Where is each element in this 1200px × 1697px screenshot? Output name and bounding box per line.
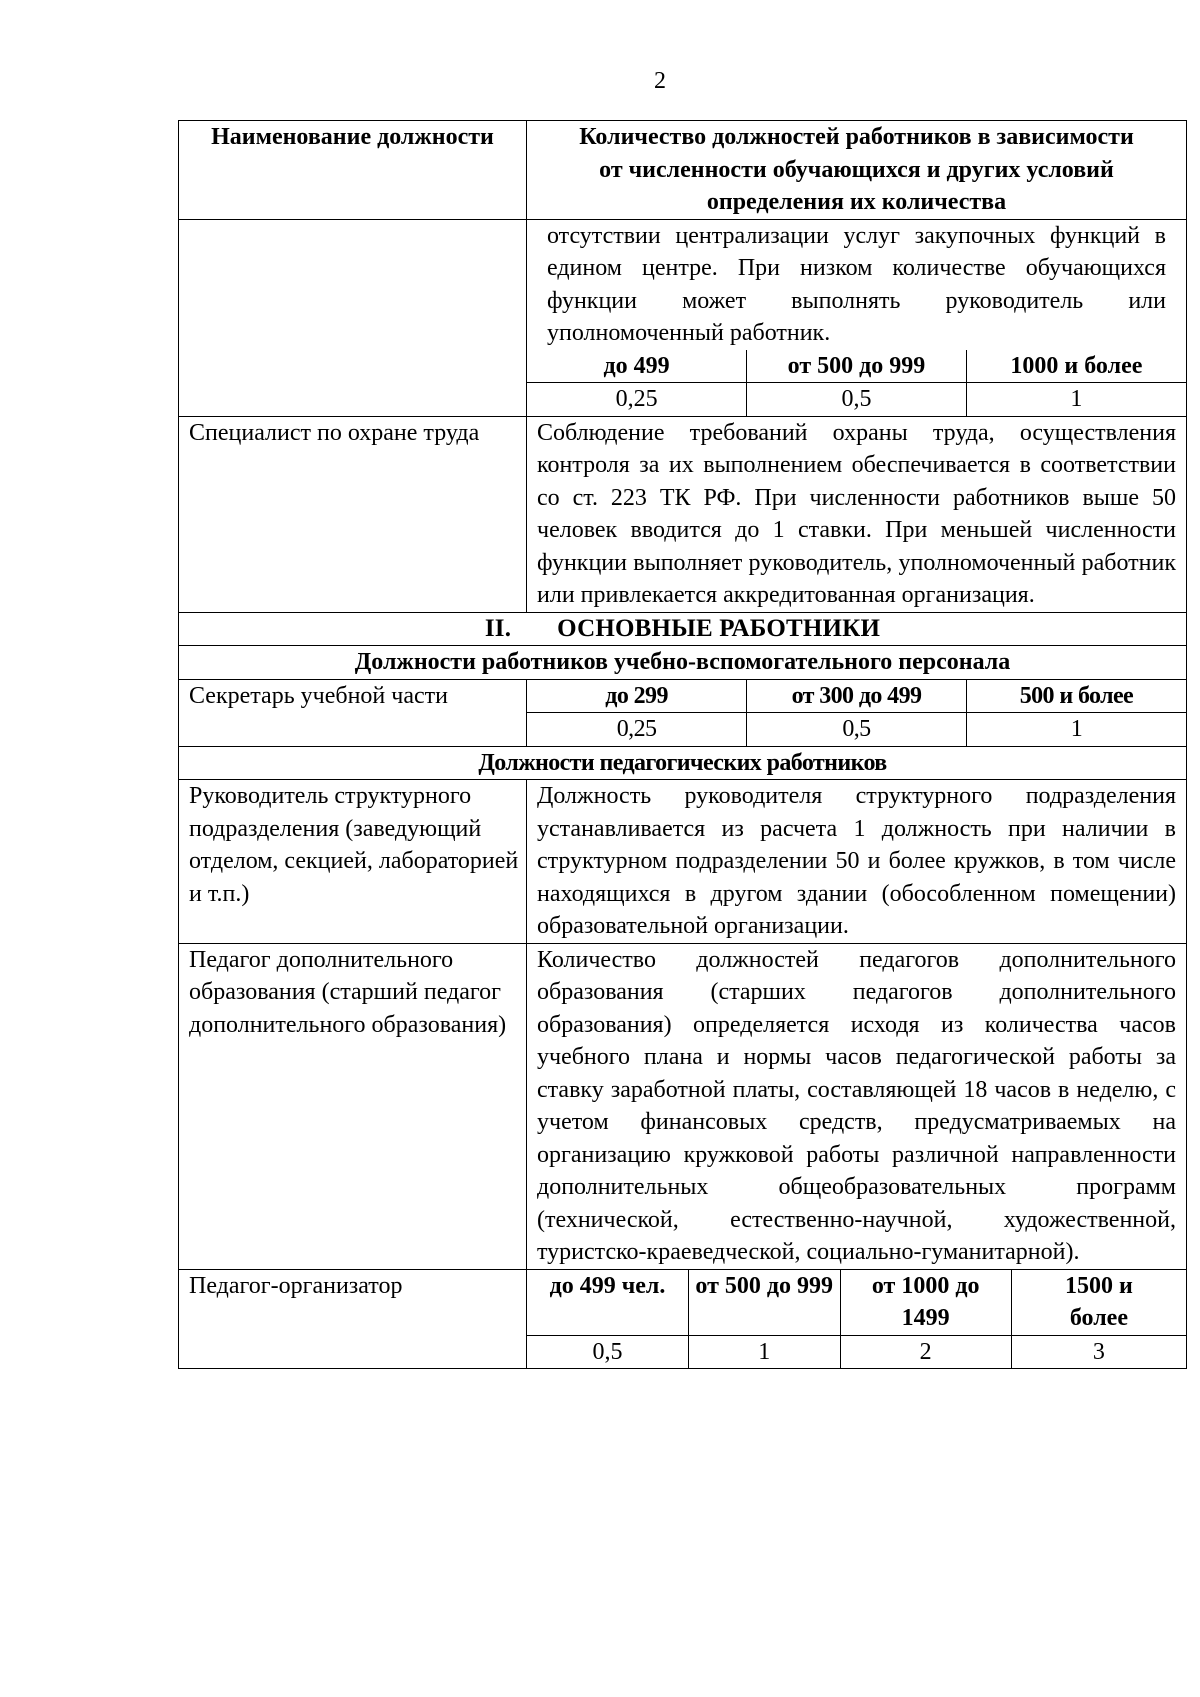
secretary-range-2: от 300 до 499 <box>747 680 967 713</box>
procurement-rate-table <box>527 350 1186 416</box>
table-header-row <box>179 121 1187 220</box>
section-title: ОСНОВНЫЕ РАБОТНИКИ <box>557 614 881 642</box>
organizer-range-4: 1500 и более <box>1011 1270 1186 1336</box>
aux-staff-heading: Должности работников учебно-вспомогательного персонала <box>179 646 1187 680</box>
table-row-safety <box>179 416 1187 612</box>
ped-header-row <box>179 746 1187 780</box>
header-quantity: Количество должностей работников в зависимости от численности обучающихся и других условий определения их количества <box>527 121 1187 220</box>
procurement-value-2: 0,5 <box>747 383 967 416</box>
ped-staff-heading: Должности педагогических работников <box>179 746 1187 780</box>
organizer-title: Педагог-организатор <box>179 1269 527 1369</box>
safety-text: Соблюдение требований охраны труда, осуществления контроля за их выполнением обеспечивается в соответствии со ст. 223 ТК РФ. При численности работников выше 50 человек вводится до 1 ставки. При меньшей численности функции выполняет руководитель, уполномоченный работник или привлекается аккредитованная организация. <box>527 416 1187 612</box>
procurement-range-1: до 499 <box>527 350 747 383</box>
organizer-value-3: 2 <box>840 1335 1011 1368</box>
procurement-range-3: 1000 и более <box>966 350 1186 383</box>
organizer-range-3: от 1000 до 1499 <box>840 1270 1011 1336</box>
procurement-text: отсутствии централизации услуг закупочных функций в едином центре. При низком количестве обучающихся функции может выполнять руководитель или уполномоченный работник. <box>547 222 1166 346</box>
procurement-range-2: от 500 до 999 <box>747 350 967 383</box>
secretary-range-3: 500 и более <box>966 680 1186 713</box>
section-heading <box>179 612 1187 646</box>
secretary-value-2: 0,5 <box>747 713 967 746</box>
organizer-range-1: до 499 чел. <box>527 1270 688 1336</box>
organizer-value-2: 1 <box>688 1335 840 1368</box>
head-unit-text: Должность руководителя структурного подразделения устанавливается из расчета 1 должность при наличии в структурном подразделении 50 и более кружков, в том числе находящихся в другом здании (обособленном помещении) образовательной организации. <box>527 780 1187 944</box>
table-row-head-unit <box>179 780 1187 944</box>
organizer-value-1: 0,5 <box>527 1335 688 1368</box>
head-unit-title: Руководитель структурного подразделения (заведующий отделом, секцией, лабораторией и т.п.) <box>179 780 527 944</box>
organizer-cell <box>527 1269 1187 1369</box>
secretary-value-1: 0,25 <box>527 713 747 746</box>
secretary-value-3: 1 <box>966 713 1186 746</box>
table-row-procurement <box>179 219 1187 416</box>
organizer-rate-table <box>527 1270 1186 1369</box>
header-position-name: Наименование должности <box>179 121 527 220</box>
teacher-text: Количество должностей педагогов дополнительного образования (старших педагогов дополнительного образования) определяется исходя из количества часов учебного плана и нормы часов педагогической работы за ставку заработной платы, составляющей 18 часов в неделю, с учетом финансовых средств, предусматриваемых на организацию кружковой работы различной направленности дополнительных общеобразовательных программ (технической, естественно-научной, художественной, туристско-краеведческой, социально-гуманитарной). <box>527 943 1187 1269</box>
secretary-cell <box>527 679 1187 746</box>
procurement-title-cell <box>179 219 527 416</box>
procurement-value-1: 0,25 <box>527 383 747 416</box>
table-row-organizer <box>179 1269 1187 1369</box>
table-row-teacher <box>179 943 1187 1269</box>
aux-header-row <box>179 646 1187 680</box>
procurement-value-3: 1 <box>966 383 1186 416</box>
secretary-title: Секретарь учебной части <box>179 679 527 746</box>
procurement-cell <box>527 219 1187 416</box>
staffing-table <box>178 120 1187 1369</box>
organizer-range-2: от 500 до 999 <box>688 1270 840 1336</box>
teacher-title: Педагог дополнительного образования (старший педагог дополнительного образования) <box>179 943 527 1269</box>
page-number: 2 <box>654 68 666 94</box>
section-row <box>179 612 1187 646</box>
safety-title: Специалист по охране труда <box>179 416 527 612</box>
table-row-secretary <box>179 679 1187 746</box>
secretary-range-1: до 299 <box>527 680 747 713</box>
secretary-rate-table <box>527 680 1186 746</box>
organizer-value-4: 3 <box>1011 1335 1186 1368</box>
section-number: II. <box>484 614 512 642</box>
